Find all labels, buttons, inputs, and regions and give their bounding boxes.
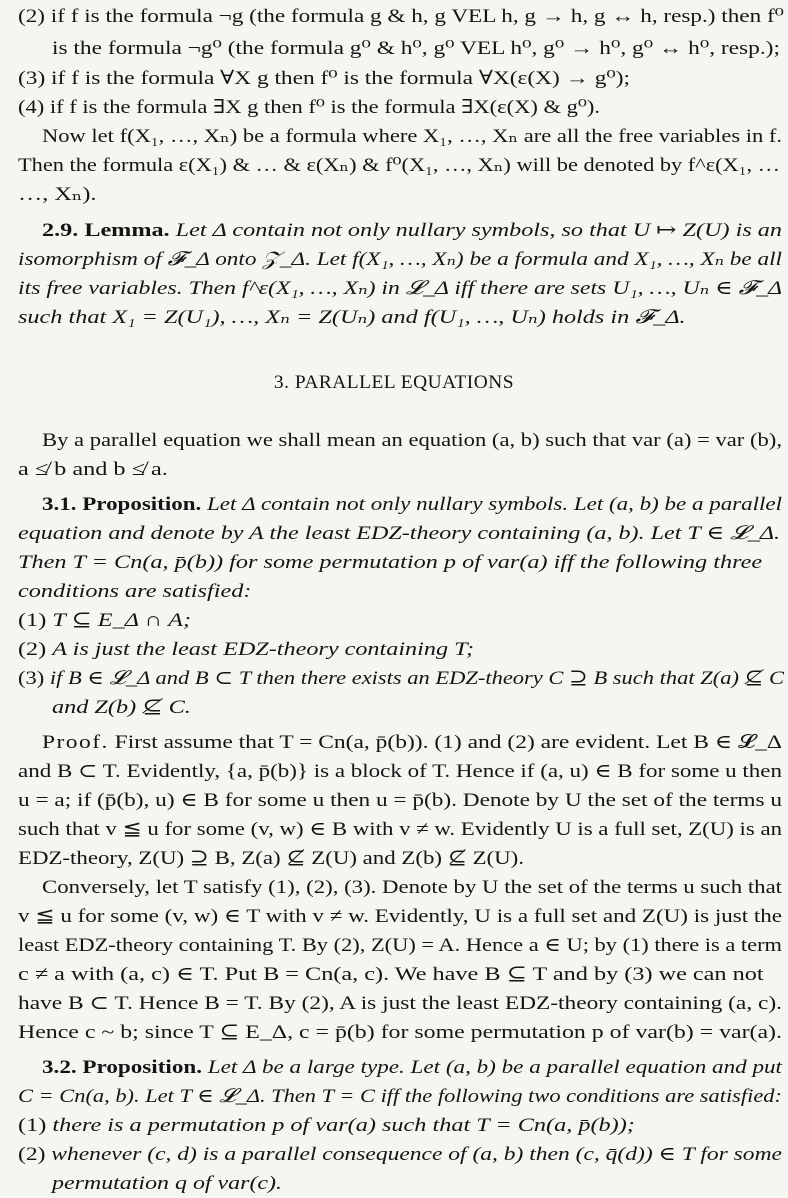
text-run: EDZ-theory, Z(U) ⊇ B, Z(a) ⊈ Z(U) and Z(b) ⊈ Z(U).: [18, 848, 524, 869]
text-line: [18, 151, 781, 180]
text-line-content: [42, 1053, 782, 1082]
text-line-content: [18, 64, 630, 93]
text-line: [18, 245, 782, 274]
text-line: [18, 1111, 635, 1140]
text-run: (3): [18, 668, 50, 689]
text-line: [18, 2, 784, 31]
text-run: its free variables. Then f^ε(X₁, …, Xₙ) in 𝓛_Δ iff there are sets U₁, …, Uₙ ∈ 𝓕_Δ: [18, 278, 783, 299]
text-run: c ≠ a with (a, c) ∈ T. Put B = Cn(a, c). We have B ⊆ T and by (3) we can not: [18, 964, 764, 985]
text-line-content: [52, 1169, 282, 1198]
text-run: have B ⊂ T. Hence B = T. By (2), A is just the least EDZ-theory containing (a, c).: [18, 993, 783, 1014]
text-line-content: [42, 728, 782, 757]
text-line: [18, 548, 763, 577]
text-line-content: [18, 180, 96, 209]
text-line-content: [42, 873, 782, 902]
text-run: (1): [18, 1115, 53, 1136]
text-run: Then the formula ε(X₁) & … & ε(Xₙ) & f⁰(X₁, …, Xₙ) will be denoted by f^ε(X₁, …: [18, 155, 781, 176]
text-line-content: [18, 1018, 782, 1047]
text-line: [42, 216, 782, 245]
text-line-content: [18, 1082, 782, 1111]
text-run: u = a; if (p̄(b), u) ∈ B for some u then u = p̄(b). Denote by U the set of the terms u: [18, 790, 782, 811]
text-line-content: [18, 2, 784, 31]
text-line: [42, 1053, 782, 1082]
text-line: [18, 519, 780, 548]
text-line: [52, 693, 191, 722]
text-line: [18, 1018, 782, 1047]
text-run: (1): [18, 610, 53, 631]
text-line-content: [42, 490, 782, 519]
text-line-content: [18, 455, 168, 484]
text-line-content: [18, 303, 686, 332]
text-line: [42, 122, 783, 151]
text-line-content: [18, 757, 782, 786]
text-run: and Z(b) ⊈ C.: [52, 697, 191, 718]
text-line: [18, 635, 475, 664]
text-line-content: [42, 122, 782, 151]
text-run: Conversely, let T satisfy (1), (2), (3). Denote by U the set of the terms u such that: [42, 877, 783, 898]
text-run: conditions are satisfied:: [18, 581, 252, 602]
text-line-content: [42, 216, 782, 245]
text-run: isomorphism of 𝓕_Δ onto 𝒵_Δ. Let f(X₁, …, Xₙ) be a formula and X₁, …, Xₙ be all: [18, 249, 782, 270]
text-line-content: [18, 548, 762, 577]
text-run: Then T = Cn(a, p̄(b)) for some permutation p of var(a) iff the following three: [18, 552, 763, 573]
text-run: Hence c ~ b; since T ⊆ E_Δ, c = p̄(b) for some permutation p of var(b) = var(a).: [18, 1022, 782, 1043]
text-line-content: [18, 844, 524, 873]
text-line: [18, 1082, 782, 1111]
section-heading: [0, 368, 788, 397]
text-run: is the formula ¬g⁰ (the formula g⁰ & h⁰, g⁰ VEL h⁰, g⁰ → h⁰, g⁰ ↔ h⁰, resp.);: [52, 38, 780, 59]
text-run: Now let f(X₁, …, Xₙ) be a formula where X₁, …, Xₙ are all the free variables in f.: [42, 126, 783, 147]
text-line: [18, 931, 783, 960]
section-heading-text: 3. PARALLEL EQUATIONS: [273, 372, 515, 393]
text-run: v ≦ u for some (v, w) ∈ T with v ≠ w. Evidently, U is a full set and Z(U) is just the: [18, 906, 783, 927]
text-run: permutation q of var(c).: [52, 1173, 283, 1194]
text-line: [18, 989, 783, 1018]
text-line: [18, 815, 782, 844]
text-line-content: [18, 1111, 635, 1140]
text-run: C = Cn(a, b). Let T ∈ 𝓛_Δ. Then T = C iff the following two conditions are satisfied:: [18, 1086, 782, 1107]
text-line-content: [18, 664, 784, 693]
text-line-content: [18, 245, 782, 274]
text-line-content: [18, 635, 474, 664]
text-line: [42, 728, 782, 757]
text-line: [52, 1169, 283, 1198]
text-run: a ≰ b and b ≰ a.: [18, 459, 168, 480]
text-line: [18, 274, 783, 303]
text-line-content: [18, 519, 780, 548]
theorem-label: 3.2. Proposition.: [42, 1057, 202, 1078]
text-line-content: [18, 931, 782, 960]
text-line-content: [18, 93, 600, 122]
text-run: Proof.: [42, 732, 109, 753]
text-line: [18, 1140, 782, 1169]
text-run: such that X₁ = Z(U₁), …, Xₙ = Z(Uₙ) and f(U₁, …, Uₙ) holds in 𝓕_Δ.: [18, 307, 686, 328]
text-run: Let Δ contain not only nullary symbols. Let (a, b) be a parallel: [201, 494, 782, 515]
text-line-content: [18, 606, 191, 635]
text-line: [18, 64, 631, 93]
text-run: A is just the least EDZ-theory containing T;: [52, 639, 475, 660]
text-run: (2) if f is the formula ¬g (the formula g & h, g VEL h, g → h, g ↔ h, resp.) then f⁰: [18, 6, 784, 27]
text-line-content: [18, 960, 764, 989]
text-line: [18, 577, 252, 606]
text-line: [18, 902, 783, 931]
text-run: (4) if f is the formula ∃X g then f⁰ is the formula ∃X(ε(X) & g⁰).: [18, 97, 600, 118]
text-run: (2): [18, 1144, 52, 1165]
text-line: [18, 606, 192, 635]
text-run: (2): [18, 639, 53, 660]
text-line-content: [18, 1140, 782, 1169]
text-line: [18, 93, 600, 122]
text-line: [18, 960, 764, 989]
text-line: [18, 455, 168, 484]
text-line: [18, 180, 97, 209]
text-line: [42, 490, 782, 519]
text-run: equation and denote by A the least EDZ-theory containing (a, b). Let T ∈ 𝓛_Δ.: [18, 523, 780, 544]
text-line: [42, 873, 783, 902]
text-run: …, Xₙ).: [18, 184, 97, 205]
text-line: [18, 664, 785, 693]
text-line: [52, 34, 780, 63]
text-line: [18, 303, 686, 332]
text-line-content: [42, 426, 782, 455]
text-run: and B ⊂ T. Evidently, {a, p̄(b)} is a block of T. Hence if (a, u) ∈ B for some u then: [18, 761, 783, 782]
text-line: [18, 757, 783, 786]
text-run: there is a permutation p of var(a) such that T = Cn(a, p̄(b));: [52, 1115, 635, 1136]
text-run: Let Δ contain not only nullary symbols, so that U ↦ Z(U) is an: [169, 220, 782, 241]
theorem-label: 2.9. Lemma.: [42, 220, 170, 241]
text-run: least EDZ-theory containing T. By (2), Z(U) = A. Hence a ∈ U; by (1) there is a term: [18, 935, 783, 956]
text-run: if B ∈ 𝓛_Δ and B ⊂ T then there exists an EDZ-theory C ⊇ B such that Z(a) ⊈ C: [49, 668, 785, 689]
text-run: By a parallel equation we shall mean an equation (a, b) such that var (a) = var (b),: [42, 430, 782, 451]
text-line: [42, 426, 782, 455]
text-line-content: [52, 693, 191, 722]
theorem-label: 3.1. Proposition.: [42, 494, 202, 515]
text-run: Let Δ be a large type. Let (a, b) be a parallel equation and put: [201, 1057, 782, 1078]
text-line-content: [18, 989, 782, 1018]
text-line-content: [18, 577, 251, 606]
text-line: [18, 786, 782, 815]
text-run: (3) if f is the formula ∀X g then f⁰ is the formula ∀X(ε(X) → g⁰);: [18, 68, 631, 89]
text-line-content: [18, 815, 782, 844]
text-run: such that v ≦ u for some (v, w) ∈ B with v ≠ w. Evidently U is a full set, Z(U) is an: [18, 819, 782, 840]
text-line: [18, 844, 524, 873]
text-line-content: [18, 786, 782, 815]
text-run: First assume that T = Cn(a, p̄(b)). (1) and (2) are evident. Let B ∈ 𝓛_Δ: [108, 732, 782, 753]
text-line-content: [18, 274, 782, 303]
text-line-content: [18, 902, 782, 931]
text-line-content: [52, 34, 780, 63]
text-line-content: [18, 151, 780, 180]
text-run: T ⊆ E_Δ ∩ A;: [52, 610, 192, 631]
text-run: whenever (c, d) is a parallel consequence of (a, b) then (c, q̄(d)) ∈ T for some: [51, 1144, 782, 1165]
